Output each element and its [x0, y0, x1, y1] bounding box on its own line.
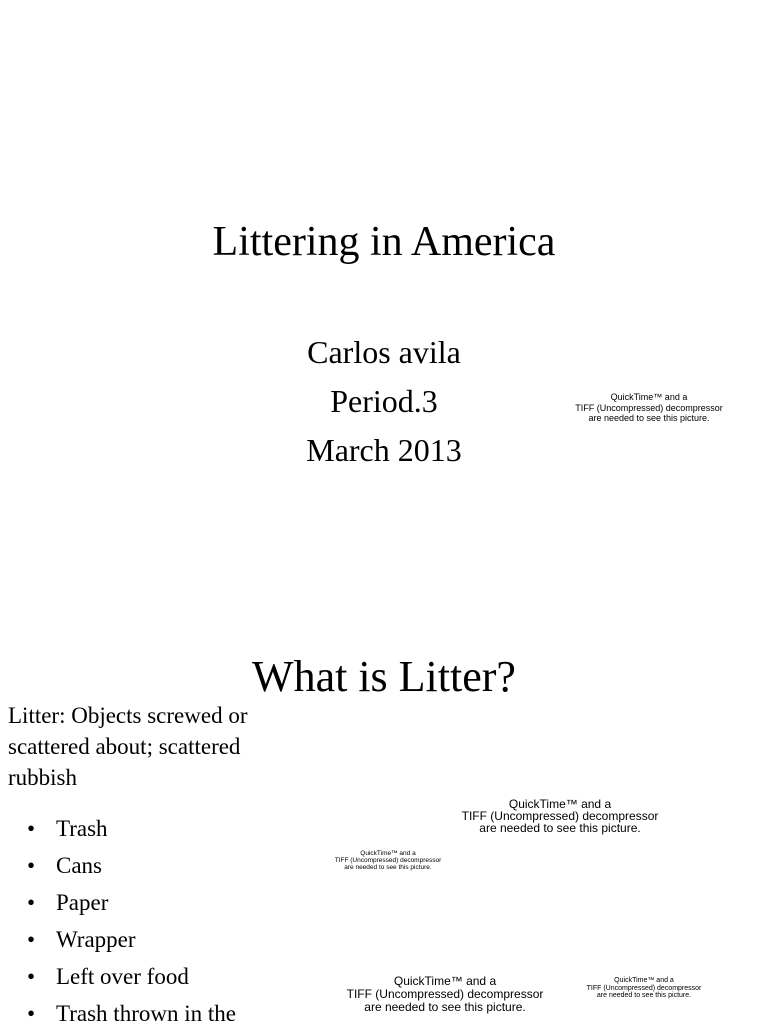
placeholder-line: TIFF (Uncompressed) decompressor — [461, 809, 659, 823]
placeholder-line: QuickTime™ and a — [393, 974, 497, 988]
image-placeholder — [440, 798, 680, 834]
placeholder-line: QuickTime™ and a — [508, 797, 612, 811]
placeholder-line: are needed to see this picture. — [596, 992, 692, 999]
placeholder-line: are needed to see this picture. — [344, 864, 432, 871]
image-placeholder — [330, 975, 560, 1014]
slide-title: Littering in America — [212, 219, 556, 265]
content-slide — [0, 512, 768, 1024]
placeholder-line: are needed to see this picture. — [364, 1000, 526, 1014]
placeholder-line: TIFF (Uncompressed) decompressor — [586, 984, 702, 992]
placeholder-line: TIFF (Uncompressed) decompressor — [334, 857, 442, 864]
placeholder-line: QuickTime™ and a — [614, 977, 674, 984]
bullet-item: • Trash — [0, 810, 236, 847]
placeholder-line: QuickTime™ and a — [360, 850, 416, 857]
placeholder-line: TIFF (Uncompressed) decompressor — [346, 987, 544, 1001]
litter-definition: Litter: Objects screwed or scattered about; scattered rubbish — [8, 703, 248, 790]
bullet-item: • Cans — [0, 847, 236, 884]
placeholder-line: are needed to see this picture. — [479, 821, 641, 835]
bullet-item: • Trash thrown in the — [0, 995, 236, 1024]
author-name: Carlos avila — [307, 334, 461, 370]
placeholder-line: TIFF (Uncompressed) decompressor — [575, 402, 723, 413]
image-placeholder — [324, 850, 452, 871]
placeholder-line: are needed to see this picture. — [588, 413, 710, 423]
bullet-list — [0, 810, 236, 1024]
class-period: Period.3 — [330, 383, 438, 419]
presentation-date: March 2013 — [306, 432, 462, 468]
image-placeholder — [580, 977, 708, 1000]
bullet-item: • Left over food — [0, 958, 236, 995]
slide-title: What is Litter? — [252, 652, 516, 701]
bullet-item: • Wrapper — [0, 921, 236, 958]
bullet-item: • Paper — [0, 884, 236, 921]
image-placeholder — [546, 392, 752, 424]
placeholder-line: QuickTime™ and a — [610, 392, 688, 402]
